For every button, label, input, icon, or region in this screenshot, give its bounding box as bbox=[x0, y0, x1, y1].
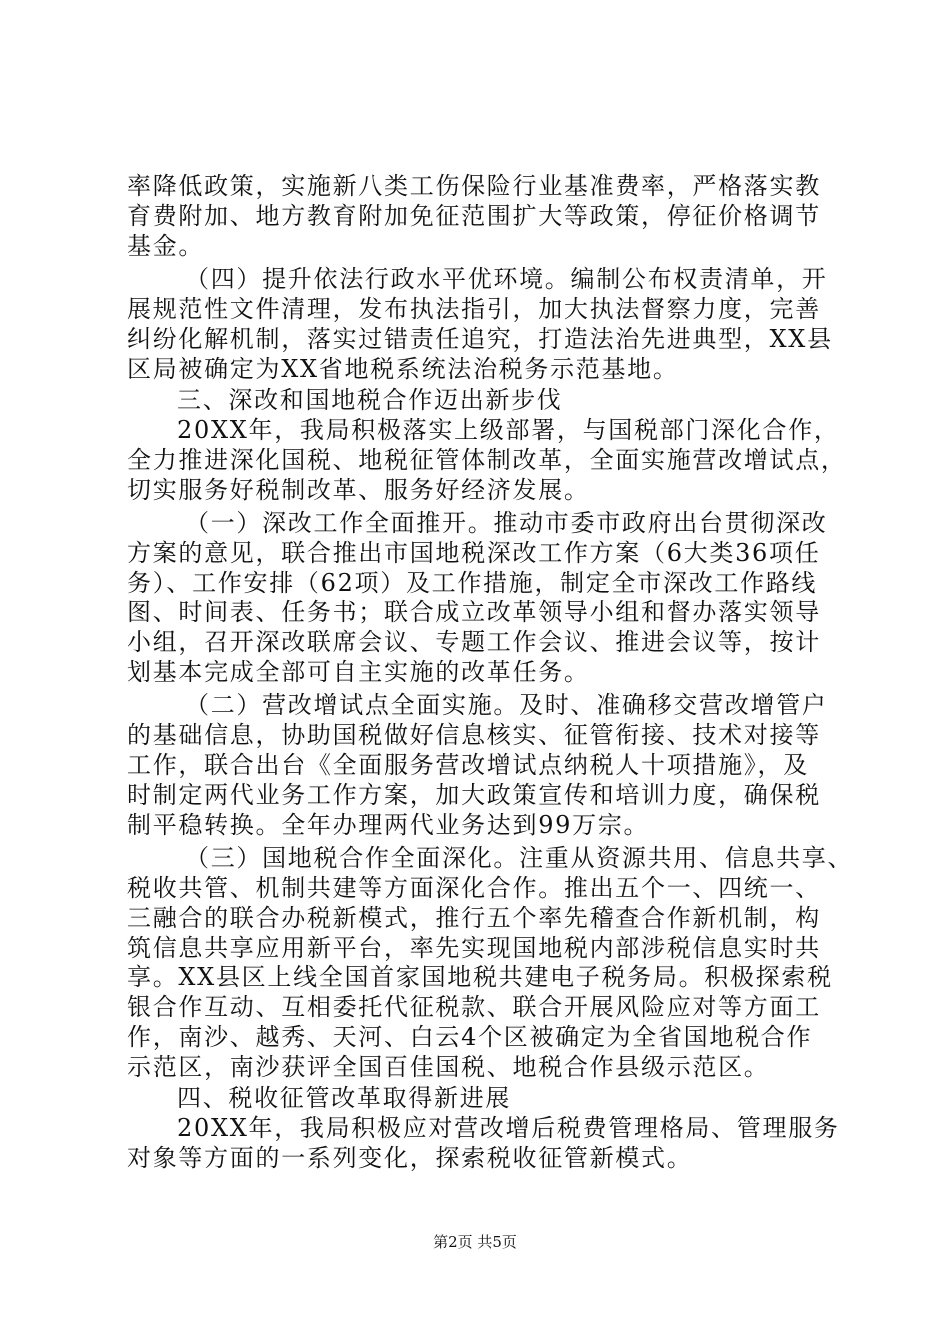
body-text-line: 筑信息共享应用新平台，率先实现国地税内部涉税信息实时共 bbox=[127, 933, 821, 962]
body-text-line: 区局被确定为XX省地税系统法治税务示范基地。 bbox=[127, 354, 679, 383]
body-text-line: 切实服务好税制改革、服务好经济发展。 bbox=[127, 475, 590, 504]
paragraph-first-line: 20XX年，我局积极应对营改增后税费管理格局、管理服务 bbox=[177, 1114, 840, 1143]
paragraph-first-line: 20XX年，我局积极落实上级部署，与国税部门深化合作， bbox=[177, 415, 840, 444]
body-text-line: 划基本完成全部可自主实施的改革任务。 bbox=[127, 658, 590, 686]
body-text-line: 图、时间表、任务书；联合成立改革领导小组和督办落实领导 bbox=[127, 598, 821, 627]
body-text-line: 三融合的联合办税新模式，推行五个率先稽查合作新机制，构 bbox=[127, 903, 821, 932]
body-text-line: 务）、工作安排（62项）及工作措施，制定全市深改工作路线 bbox=[127, 568, 818, 597]
paragraph-first-line: （三）国地税合作全面深化。注重从资源共用、信息共享、 bbox=[185, 844, 854, 872]
body-text-line: 对象等方面的一系列变化，探索税收征管新模式。 bbox=[127, 1144, 693, 1172]
paragraph-first-line: （二）营改增试点全面实施。及时、准确移交营改增管户 bbox=[185, 691, 828, 720]
section-heading: 三、深改和国地税合作迈出新步伐 bbox=[177, 386, 563, 415]
body-text-line: 制平稳转换。全年办理两代业务达到99万宗。 bbox=[127, 810, 650, 839]
page-number-footer: 第2页 共5页 bbox=[433, 1233, 517, 1251]
body-text-line: 时制定两代业务工作方案，加大政策宣传和培训力度，确保税 bbox=[127, 780, 821, 809]
paragraph-first-line: （一）深改工作全面推开。推动市委市政府出台贯彻深改 bbox=[185, 508, 828, 537]
body-text-line: 全力推进深化国税、地税征管体制改革，全面实施营改增试点， bbox=[127, 445, 847, 474]
paragraph-first-line: （四）提升依法行政水平优环境。编制公布权责清单，开 bbox=[185, 265, 828, 293]
body-text-line: 的基础信息，协助国税做好信息核实、征管衔接、技术对接等 bbox=[127, 721, 821, 750]
body-text-line: 率降低政策，实施新八类工伤保险行业基准费率，严格落实教 bbox=[127, 172, 821, 200]
body-text-line: 工作，联合出台《全面服务营改增试点纳税人十项措施》，及 bbox=[127, 751, 809, 779]
section-heading: 四、税收征管改革取得新进展 bbox=[177, 1084, 512, 1113]
body-text-line: 税收共管、机制共建等方面深化合作。推出五个一、四统一、 bbox=[127, 873, 821, 902]
body-text-line: 示范区，南沙获评全国百佳国税、地税合作县级示范区。 bbox=[127, 1052, 770, 1081]
body-text-line: 作，南沙、越秀、天河、白云4个区被确定为全省国地税合作 bbox=[127, 1022, 813, 1051]
body-text-line: 纠纷化解机制，落实过错责任追究，打造法治先进典型，XX县 bbox=[127, 324, 833, 353]
body-text-line: 基金。 bbox=[127, 231, 205, 260]
body-text-line: 方案的意见，联合推出市国地税深改工作方案（6大类36项任 bbox=[127, 538, 821, 567]
body-text-line: 银合作互动、互相委托代征税款、联合开展风险应对等方面工 bbox=[127, 993, 821, 1022]
body-text-line: 育费附加、地方教育附加免征范围扩大等政策，停征价格调节 bbox=[127, 201, 821, 230]
body-text-line: 展规范性文件清理，发布执法指引，加大执法督察力度，完善 bbox=[127, 294, 821, 323]
body-text-line: 小组，召开深改联席会议、专题工作会议、推进会议等，按计 bbox=[127, 628, 821, 657]
body-text-line: 享。XX县区上线全国首家国地税共建电子税务局。积极探索税 bbox=[127, 963, 833, 992]
